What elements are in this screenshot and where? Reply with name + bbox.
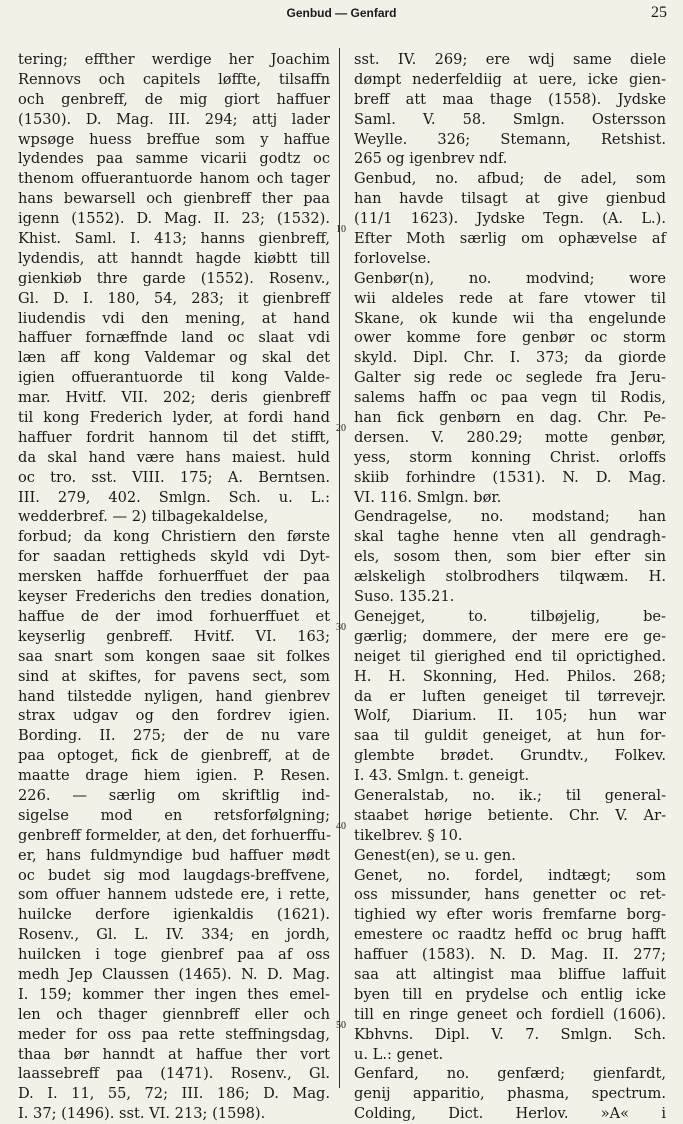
text-line: Kbhvns. Dipl. V. 7. Smlgn. Sch.	[354, 1025, 666, 1043]
text-line: læn aff kong Valdemar og skal det	[18, 349, 330, 367]
text-line: Khist. Saml. I. 413; hanns gienbreff,	[18, 230, 330, 248]
running-head: Genbud — Genfard	[286, 6, 397, 20]
text-line: lydendis, att hanndt hagde kiøbtt till	[18, 249, 330, 267]
text-line: Genbør(n), no. modvind; wore	[354, 269, 666, 287]
text-line: for saadan rettigheds skyld vdi Dyt-	[18, 548, 330, 566]
text-line: till en ringe geneet och fordiell (1606).	[354, 1005, 666, 1023]
text-line: ower komme fore genbør oc storm	[354, 329, 666, 347]
text-line: wpsøge huess breffue som y haffue	[18, 130, 330, 148]
text-line: VI. 116. Smlgn. bør.	[354, 488, 502, 506]
text-line: dømpt nederfeldiig at uere, icke gien-	[354, 70, 666, 88]
text-line: sst. IV. 269; ere wdj same diele	[354, 51, 666, 68]
text-line: emestere oc raadtz heffd oc brug hafft	[354, 926, 666, 944]
page-number: 25	[651, 4, 667, 21]
text-line: som offuer hannem udstede ere, i rette,	[18, 886, 330, 904]
text-line: I. 37; (1496). sst. VI. 213; (1598).	[18, 1105, 266, 1123]
text-line: (1530). D. Mag. III. 294; attj lader	[18, 110, 330, 128]
text-line: 265 og igenbrev ndf.	[354, 150, 508, 168]
text-line: Colding, Dict. Herlov. »A« i	[354, 1105, 666, 1123]
text-line: Genet, no. fordel, indtægt; som	[354, 866, 666, 884]
left-column	[18, 50, 331, 1123]
text-line: lydendes paa samme vicarii godtz oc	[18, 150, 330, 168]
text-line: u. L.: genet.	[354, 1045, 444, 1063]
text-line: Gl. D. I. 180, 54, 283; it gienbreff	[18, 289, 330, 307]
text-line: keyserlig genbreff. Hvitf. VI. 163;	[18, 627, 330, 645]
text-line: Weylle. 326; Stemann, Retshist.	[354, 130, 666, 148]
text-line: tering; effther werdige her Joachim	[18, 51, 330, 68]
text-line: genbreff formelder, at den, det forhuerffu-	[18, 826, 331, 844]
text-line: hand tilstedde nyligen, hand gienbrev	[18, 687, 330, 705]
text-line: I. 43. Smlgn. t. geneigt.	[354, 767, 530, 785]
text-line: medh Jep Claussen (1465). N. D. Mag.	[18, 965, 330, 983]
text-line: saa snart som kongen saae sit folkes	[18, 647, 330, 665]
text-line: strax udgav og den fordrev igien.	[18, 707, 330, 725]
text-line: Bording. II. 275; der de nu vare	[18, 727, 330, 745]
text-line: Skane, ok kunde wii tha engelunde	[354, 309, 666, 327]
text-line: Genejget, to. tilbøjelig, be-	[354, 607, 666, 625]
text-line: maatte drage hiem igien. P. Resen.	[18, 767, 330, 785]
text-line: meder for oss paa rette steffningsdag,	[18, 1025, 330, 1043]
text-line: gienkiøb thre garde (1552). Rosenv.,	[18, 269, 330, 287]
text-line: til kong Frederich lyder, at fordi hand	[18, 409, 330, 427]
text-line: genij apparitio, phasma, spectrum.	[354, 1085, 666, 1103]
text-line: Rosenv., Gl. L. IV. 334; en jordh,	[18, 926, 330, 944]
text-line: Genfard, no. genfærd; gienfardt,	[354, 1065, 666, 1083]
text-line: Genbud, no. afbud; de adel, som	[354, 170, 666, 188]
text-line: mersken haffde forhuerffuet der paa	[18, 568, 330, 586]
text-line: forbud; da kong Christiern den første	[18, 528, 330, 546]
text-line: da er luften geneiget til tørrevejr.	[354, 687, 666, 705]
text-line: Genest(en), se u. gen.	[354, 846, 516, 864]
text-line: H. H. Skonning, Hed. Philos. 268;	[354, 667, 666, 685]
text-line: yess, storm konning Christ. orloffs	[354, 448, 666, 466]
text-line: och genbreff, de mig giort haffuer	[18, 90, 330, 108]
line-number: 10	[336, 224, 346, 235]
text-line: D. I. 11, 55, 72; III. 186; D. Mag.	[18, 1085, 330, 1103]
text-line: oc budet sig mod laugdags-breffvene,	[18, 866, 330, 884]
text-line: paa optoget, fick de gienbreff, at de	[18, 747, 330, 765]
text-line: laassebreff paa (1471). Rosenv., Gl.	[18, 1065, 330, 1083]
text-line: haffuer fordrit hannom til det stifft,	[18, 428, 330, 446]
text-line: neiget til gierighed end til oprictighed.	[354, 647, 666, 665]
text-line: (11/1 1623). Jydske Tegn. (A. L.).	[354, 210, 666, 228]
text-line: Efter Moth særlig om ophævelse af	[354, 230, 666, 248]
text-line: thenom offuerantuorde hanom och tager	[18, 170, 330, 188]
line-number: 20	[336, 423, 346, 434]
text-line: tikelbrev. § 10.	[354, 826, 463, 844]
text-line: dersen. V. 280.29; motte genbør,	[354, 428, 666, 446]
text-line: hans bewarsell och gienbreff ther paa	[18, 190, 330, 208]
text-line: els, sosom then, som bier efter sin	[354, 548, 666, 566]
text-line: skiib forhindre (1531). N. D. Mag.	[354, 468, 666, 486]
text-line: han fick genbørn en dag. Chr. Pe-	[354, 409, 666, 427]
line-number: 40	[336, 821, 346, 832]
text-line: oc tro. sst. VIII. 175; A. Berntsen.	[18, 468, 330, 486]
text-line: haffuer (1583). N. D. Mag. II. 277;	[354, 946, 666, 964]
text-line: Saml. V. 58. Smlgn. Ostersson	[354, 110, 666, 128]
text-line: Generalstab, no. ik.; til general-	[354, 786, 666, 804]
text-line: staabet hørige betiente. Chr. V. Ar-	[354, 806, 666, 824]
text-line: oss missunder, hans genetter oc ret-	[354, 886, 666, 904]
text-line: er, hans fuldmyndige bud haffuer mødt	[18, 846, 330, 864]
text-line: glembte brødet. Grundtv., Folkev.	[354, 747, 666, 765]
text-line: saa att altingist maa bliffue laffuit	[354, 965, 666, 983]
text-line: huilcke derfore igienkaldis (1621).	[18, 906, 330, 924]
text-line: I. 159; kommer ther ingen thes emel-	[18, 985, 330, 1003]
text-line: huilcken i toge gienbref paa af oss	[18, 946, 330, 964]
text-line: III. 279, 402. Smlgn. Sch. u. L.:	[18, 488, 330, 506]
text-line: byen till en prydelse och entlig icke	[354, 985, 666, 1003]
text-line: han havde tilsagt at give gienbud	[354, 190, 666, 208]
text-line: thaa bør hanndt at haffue ther vort	[18, 1045, 330, 1063]
text-line: keyser Frederichs den tredies donation,	[18, 588, 330, 606]
text-line: forlovelse.	[354, 249, 431, 267]
text-line: sigelse mod en retsforfølgning;	[18, 806, 330, 824]
text-line: Rennovs och capitels løffte, tilsaffn	[18, 70, 330, 88]
text-line: skal taghe henne vten all gendragh-	[354, 528, 666, 546]
right-column	[354, 50, 666, 1123]
text-line: haffuer fornæffnde land oc slaat vdi	[18, 329, 330, 347]
text-line: Wolf, Diarium. II. 105; hun war	[354, 707, 666, 725]
text-line: sind at skiftes, for pavens sect, som	[18, 667, 330, 685]
text-line: 226. — særlig om skriftlig ind-	[18, 786, 330, 804]
text-line: saa til guldit geneiget, at hun for-	[354, 727, 666, 745]
text-line: wedderbref. — 2) tilbagekaldelse,	[18, 508, 269, 526]
text-line: tighied wy efter woris fremfarne borg-	[354, 906, 666, 924]
text-line: skyld. Dipl. Chr. I. 373; da giorde	[354, 349, 666, 367]
text-line: Suso. 135.21.	[354, 588, 455, 606]
text-line: gærlig; dommere, der mere ere ge-	[354, 627, 666, 645]
text-line: da skal hand være hans maiest. huld	[18, 448, 330, 466]
text-line: Galter sig rede oc seglede fra Jeru-	[354, 369, 666, 387]
text-line: igien offuerantuorde til kong Valde-	[18, 369, 330, 387]
text-line: salems haffn oc paa vegn til Rodis,	[354, 389, 666, 407]
line-number: 30	[336, 622, 346, 633]
line-number: 50	[336, 1020, 346, 1031]
text-line: Gendragelse, no. modstand; han	[354, 508, 666, 526]
text-line: haffue de der imod forhuerffuet et	[18, 607, 330, 625]
page-header	[0, 6, 683, 24]
text-line: mar. Hvitf. VII. 202; deris gienbreff	[18, 389, 330, 407]
text-line: wii aldeles rede at fare vtower til	[354, 289, 666, 307]
text-line: ælskeligh stolbrodhers tilqwæm. H.	[354, 568, 666, 586]
text-line: len och thager giennbreff eller och	[18, 1005, 330, 1023]
text-line: igenn (1552). D. Mag. II. 23; (1532).	[18, 210, 330, 228]
text-line: breff att maa thage (1558). Jydske	[354, 90, 666, 108]
text-line: liudendis vdi den mening, at hand	[18, 309, 330, 327]
column-divider	[339, 48, 340, 1088]
